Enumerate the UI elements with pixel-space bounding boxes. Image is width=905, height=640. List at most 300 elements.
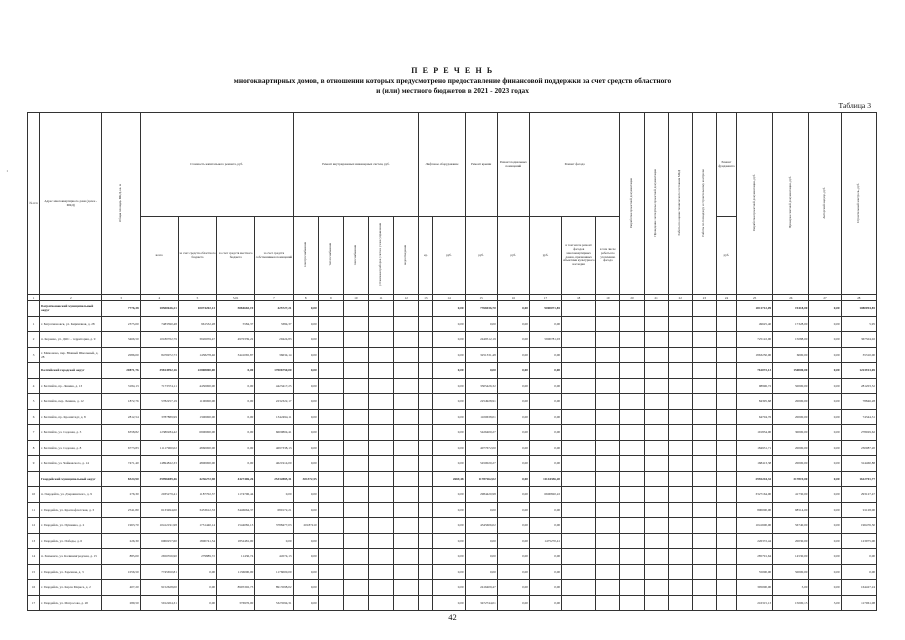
row-roof: 2254928,91 xyxy=(465,394,497,410)
row-c28: 367504,02 xyxy=(841,332,876,348)
row-c22 xyxy=(668,425,692,441)
column-number: 13 xyxy=(419,295,433,301)
header-roof-rub: руб. xyxy=(465,217,497,295)
header-c28: Строительный контроль, руб. xyxy=(841,113,876,295)
row-c25: 84395,68 xyxy=(737,394,773,410)
column-number: 4 xyxy=(140,295,178,301)
row-foundation xyxy=(716,580,736,596)
row-c22 xyxy=(668,316,692,332)
row-eng-heat xyxy=(318,394,343,410)
row-elevator-rub: 0,00 xyxy=(433,456,465,472)
row-elevator-units xyxy=(419,456,433,472)
row-foundation xyxy=(716,347,736,363)
row-facade-heritage xyxy=(562,456,596,472)
row-cost-local: 0,00 xyxy=(217,378,255,394)
row-eng-water xyxy=(394,580,419,596)
row-eng-power: 0,00 xyxy=(293,378,318,394)
row-facade-heritage xyxy=(562,487,596,503)
row-c27: 0,00 xyxy=(809,502,841,518)
row-eng-gas xyxy=(343,301,368,317)
row-c27: 0,00 xyxy=(809,378,841,394)
row-facade-heritage xyxy=(562,440,596,456)
row-roof: 0,00 xyxy=(465,316,497,332)
row-elevator-units xyxy=(419,487,433,503)
column-number: 20 xyxy=(620,295,644,301)
row-elevator-rub: 0,00 xyxy=(433,564,465,580)
row-c27: 0,00 xyxy=(809,316,841,332)
row-cost-regional: 1100000,00 xyxy=(178,394,216,410)
row-elevator-units xyxy=(419,595,433,611)
row-c22 xyxy=(668,347,692,363)
row-c26: 50000,00 xyxy=(773,564,809,580)
row-eng-power: 0,00 xyxy=(293,363,318,379)
row-c27: 0,00 xyxy=(809,409,841,425)
row-eng-heat xyxy=(318,595,343,611)
row-foundation xyxy=(716,378,736,394)
row-area: 1056,50 xyxy=(102,564,140,580)
row-elevator-rub: 0,00 xyxy=(433,595,465,611)
row-c21 xyxy=(644,456,668,472)
row-cost-total: 10412191,98 xyxy=(140,518,178,534)
row-elevator-rub: 0,00 xyxy=(433,363,465,379)
row-address: г. Гвардейск, ул. Заречная, д. 3 xyxy=(40,564,102,580)
row-c28: 196476,50 xyxy=(841,518,876,534)
row-number: 4 xyxy=(28,378,40,394)
row-eng-heat xyxy=(318,440,343,456)
row-cost-regional: 22808000,00 xyxy=(178,363,216,379)
margin-mark: · xyxy=(6,167,9,176)
row-cost-total: 2035279,41 xyxy=(140,487,178,503)
table-row xyxy=(28,564,877,580)
row-eng-heat xyxy=(318,487,343,503)
row-eng-heat xyxy=(318,564,343,580)
row-c20 xyxy=(620,471,644,487)
row-c28: 74344,31 xyxy=(841,409,876,425)
row-c28: 1080094,85 xyxy=(841,301,876,317)
row-eng-heat xyxy=(318,533,343,549)
row-eng-heat xyxy=(318,409,343,425)
row-cost-regional: 279889,72 xyxy=(178,549,216,565)
row-address: г. Гвардейск, ул. Пушкина, д. 2 xyxy=(40,518,102,534)
row-elevator-units xyxy=(419,564,433,580)
row-address: г. Гвардейск, ул. Победы, д. 6 xyxy=(40,533,102,549)
row-eng-gas xyxy=(343,533,368,549)
row-cost-local: 3446664,37 xyxy=(217,502,255,518)
row-c26: 41730,00 xyxy=(773,487,809,503)
row-eng-water xyxy=(394,502,419,518)
row-facade-heritage xyxy=(562,518,596,534)
column-number: 2 xyxy=(40,295,102,301)
row-cost-owners: 8913598,02 xyxy=(255,580,293,596)
row-eng-meters xyxy=(368,301,393,317)
row-c21 xyxy=(644,378,668,394)
row-facade: 11144356,20 xyxy=(529,471,561,487)
row-eng-water xyxy=(394,378,419,394)
table-label: Таблица 3 xyxy=(838,101,871,110)
row-c21 xyxy=(644,425,668,441)
header-c27: Авторский надзор, руб. xyxy=(809,113,841,295)
row-cost-total: 6133494,00 xyxy=(140,502,178,518)
table-row xyxy=(28,347,877,363)
row-eng-power: 0,00 xyxy=(293,347,318,363)
header-engineering-group: Ремонт внутридомовых инженерных систем, руб. xyxy=(293,113,419,217)
row-foundation xyxy=(716,409,736,425)
row-eng-heat xyxy=(318,316,343,332)
row-c28: 0,00 xyxy=(841,564,876,580)
row-c20 xyxy=(620,425,644,441)
row-eng-power: 20187410 xyxy=(293,518,318,534)
row-c25: 761072,13 xyxy=(737,363,773,379)
row-elevator-units xyxy=(419,347,433,363)
row-c20 xyxy=(620,316,644,332)
row-cost-local: 8905302,73 xyxy=(217,580,255,596)
row-c26: 19418,00 xyxy=(773,301,809,317)
row-elevator-rub: 0,00 xyxy=(433,347,465,363)
row-c27: 0,00 xyxy=(809,471,841,487)
table-group-row xyxy=(28,363,877,379)
row-elevator-rub: 0,00 xyxy=(433,378,465,394)
row-cost-regional: 1187702,37 xyxy=(178,487,216,503)
row-facade-heritage xyxy=(562,394,596,410)
row-foundation xyxy=(716,363,736,379)
row-facade-insulation xyxy=(596,487,620,503)
row-number: 1 xyxy=(28,316,40,332)
row-number: 11 xyxy=(28,502,40,518)
row-facade-insulation xyxy=(596,580,620,596)
row-eng-gas xyxy=(343,564,368,580)
row-foundation xyxy=(716,595,736,611)
row-address: г. Балтийск, пр. Ленина, д. 13 xyxy=(40,378,102,394)
row-facade-heritage xyxy=(562,378,596,394)
row-elevator-units xyxy=(419,316,433,332)
row-facade: 0,00 xyxy=(529,409,561,425)
row-cost-owners: 44574,13 xyxy=(255,549,293,565)
row-basement: 0,00 xyxy=(497,580,529,596)
row-c25: 184931,71 xyxy=(737,440,773,456)
header-eng-gas: газоснабжения xyxy=(343,217,368,295)
row-area: 289,50 xyxy=(102,595,140,611)
row-facade-insulation xyxy=(596,502,620,518)
row-c27: 0,00 xyxy=(809,580,841,596)
row-facade: 0,00 xyxy=(529,394,561,410)
row-foundation xyxy=(716,440,736,456)
row-facade-heritage xyxy=(562,549,596,565)
row-eng-gas xyxy=(343,347,368,363)
row-roof: 4345606,02 xyxy=(465,518,497,534)
table-row xyxy=(28,456,877,472)
header-c23: Работы по технадзору и строительному контролю xyxy=(692,113,716,295)
row-basement: 0,00 xyxy=(497,316,529,332)
row-c26: 20000,00 xyxy=(773,394,809,410)
table-row xyxy=(28,580,877,596)
row-eng-power: 0,00 xyxy=(293,595,318,611)
row-basement: 0,00 xyxy=(497,502,529,518)
row-c23 xyxy=(692,595,716,611)
row-area: 2812,54 xyxy=(102,409,140,425)
table-row xyxy=(28,502,877,518)
row-eng-meters xyxy=(368,394,393,410)
row-eng-power: 0,00 xyxy=(293,316,318,332)
column-number: 27 xyxy=(809,295,841,301)
financing-table xyxy=(27,112,877,611)
row-eng-gas xyxy=(343,487,368,503)
row-cost-local: 1174706,44 xyxy=(217,487,255,503)
row-eng-power: 0,00 xyxy=(293,409,318,425)
row-eng-power: 0,00 xyxy=(293,487,318,503)
header-cost-regional: за счет средств областного бюджета xyxy=(178,217,216,295)
row-c25: 2011712,09 xyxy=(737,301,773,317)
row-c23 xyxy=(692,394,716,410)
header-c25: Разработка проектной документации, руб. xyxy=(737,113,773,295)
row-elevator-units xyxy=(419,518,433,534)
row-basement: 0,00 xyxy=(497,409,529,425)
header-row-top xyxy=(28,113,877,217)
row-cost-total: 2650356,90 xyxy=(140,549,178,565)
row-c20 xyxy=(620,409,644,425)
row-basement: 0,00 xyxy=(497,487,529,503)
row-basement: 0,00 xyxy=(497,456,529,472)
row-eng-power: 301372,55 xyxy=(293,471,318,487)
row-cost-total: 7483390,48 xyxy=(140,316,178,332)
row-elevator-units xyxy=(419,502,433,518)
row-eng-meters xyxy=(368,580,393,596)
row-basement: 0,00 xyxy=(497,332,529,348)
row-eng-meters xyxy=(368,595,393,611)
row-c23 xyxy=(692,564,716,580)
row-c22 xyxy=(668,332,692,348)
row-elevator-rub: 0,00 xyxy=(433,549,465,565)
row-c23 xyxy=(692,502,716,518)
row-eng-meters xyxy=(368,487,393,503)
row-eng-power: 0,00 xyxy=(293,502,318,518)
row-c20 xyxy=(620,502,644,518)
column-number: 23 xyxy=(692,295,716,301)
row-c25: 3327164,00 xyxy=(737,487,773,503)
row-c21 xyxy=(644,332,668,348)
row-c22 xyxy=(668,595,692,611)
row-number: 7 xyxy=(28,425,40,441)
row-elevator-units xyxy=(419,394,433,410)
row-number: 2 xyxy=(28,332,40,348)
row-eng-gas xyxy=(343,595,368,611)
row-c28: 230087,20 xyxy=(841,440,876,456)
row-c28: 293127,47 xyxy=(841,487,876,503)
row-roof: 3472744,01 xyxy=(465,595,497,611)
row-elevator-rub: 0,00 xyxy=(433,533,465,549)
row-eng-meters xyxy=(368,332,393,348)
row-facade-heritage xyxy=(562,471,596,487)
row-basement: 0,00 xyxy=(497,394,529,410)
row-c20 xyxy=(620,347,644,363)
row-facade: 0,00 xyxy=(529,564,561,580)
row-elevator-units xyxy=(419,409,433,425)
row-c28: 117061,08 xyxy=(841,595,876,611)
row-eng-gas xyxy=(343,518,368,534)
row-c20 xyxy=(620,487,644,503)
row-c26: 14530,00 xyxy=(773,549,809,565)
row-eng-water xyxy=(394,456,419,472)
row-number: 16 xyxy=(28,580,40,596)
row-c23 xyxy=(692,378,716,394)
column-number: 3 xyxy=(102,295,140,301)
row-cost-regional: 3926059,47 xyxy=(178,332,216,348)
row-cost-total: 8476972,73 xyxy=(140,347,178,363)
row-eng-power: 0,00 xyxy=(293,301,318,317)
row-cost-owners: 0,00 xyxy=(255,533,293,549)
financing-table-wrapper xyxy=(27,112,877,611)
row-c20 xyxy=(620,518,644,534)
header-elevator-rub: руб. xyxy=(433,217,465,295)
row-eng-meters xyxy=(368,564,393,580)
row-c25: 64704,76 xyxy=(737,409,773,425)
row-foundation xyxy=(716,487,736,503)
row-eng-gas xyxy=(343,549,368,565)
row-basement: 0,00 xyxy=(497,425,529,441)
row-roof: 0,00 xyxy=(465,533,497,549)
row-eng-power: 0,00 xyxy=(293,533,318,549)
row-foundation xyxy=(716,549,736,565)
row-eng-water xyxy=(394,425,419,441)
title-line-1: П Е Р Е Ч Е Н Ь xyxy=(411,66,494,75)
row-c28: 5,95 xyxy=(841,316,876,332)
header-facade-heritage: в том числе ремонт фасадов многоквартирных домов, признанных объектами культурного наследия xyxy=(562,217,596,295)
row-number: 13 xyxy=(28,533,40,549)
row-facade: 0,00 xyxy=(529,456,561,472)
row-facade-heritage xyxy=(562,425,596,441)
row-facade-insulation xyxy=(596,518,620,534)
row-cost-regional: 10074202,13 xyxy=(178,301,216,317)
row-c28: 281203,52 xyxy=(841,378,876,394)
row-c26: 3,00 xyxy=(773,580,809,596)
row-elevator-units xyxy=(419,301,433,317)
row-cost-regional: 1458278,46 xyxy=(178,347,216,363)
column-number: 5 xyxy=(178,295,216,301)
row-facade-heritage xyxy=(562,580,596,596)
row-area: 6358,82 xyxy=(102,425,140,441)
table-row xyxy=(28,378,877,394)
row-c21 xyxy=(644,440,668,456)
row-c21 xyxy=(644,580,668,596)
row-foundation xyxy=(716,502,736,518)
table-row xyxy=(28,425,877,441)
row-eng-gas xyxy=(343,378,368,394)
row-eng-water xyxy=(394,471,419,487)
row-c20 xyxy=(620,580,644,596)
row-c26: 15088,00 xyxy=(773,332,809,348)
row-cost-local: 1136000,00 xyxy=(217,564,255,580)
row-cost-local: 5584,37 xyxy=(217,316,255,332)
row-c25: 395000,00 xyxy=(737,580,773,596)
row-foundation xyxy=(716,518,736,534)
row-c20 xyxy=(620,363,644,379)
row-area: 407,20 xyxy=(102,580,140,596)
row-c22 xyxy=(668,363,692,379)
row-c27: 0,00 xyxy=(809,301,841,317)
row-eng-heat xyxy=(318,347,343,363)
row-basement: 0,00 xyxy=(497,347,529,363)
header-foundation: Ремонт фундамента xyxy=(716,113,736,217)
row-c27: 3,00 xyxy=(809,595,841,611)
row-roof: 11787262,02 xyxy=(465,471,497,487)
row-c23 xyxy=(692,549,716,565)
row-address: Балтийский городской округ xyxy=(40,363,102,379)
row-eng-water xyxy=(394,363,419,379)
table-row xyxy=(28,440,877,456)
row-c22 xyxy=(668,409,692,425)
row-c22 xyxy=(668,456,692,472)
row-c22 xyxy=(668,471,692,487)
row-number: 9 xyxy=(28,456,40,472)
column-number: 11 xyxy=(368,295,393,301)
row-cost-local: 376976,00 xyxy=(217,595,255,611)
table-row xyxy=(28,595,877,611)
row-facade: 5900781,03 xyxy=(529,332,561,348)
row-eng-gas xyxy=(343,580,368,596)
row-cost-owners: 4621914,00 xyxy=(255,456,293,472)
row-cost-total: 5912264,31 xyxy=(140,595,178,611)
row-eng-meters xyxy=(368,378,393,394)
row-eng-water xyxy=(394,301,419,317)
row-c21 xyxy=(644,409,668,425)
row-address: г. Гвардейск, ул. Матросова, д. 20 xyxy=(40,595,102,611)
row-c21 xyxy=(644,316,668,332)
row-eng-heat xyxy=(318,502,343,518)
row-elevator-rub: 0,00 xyxy=(433,487,465,503)
row-eng-gas xyxy=(343,332,368,348)
header-eng-heat: теплоснабжения xyxy=(318,217,343,295)
row-cost-total: 11117960,02 xyxy=(140,440,178,456)
row-area: 2086,00 xyxy=(102,347,140,363)
row-cost-total: 9152628,00 xyxy=(140,580,178,596)
row-facade: 1475270,41 xyxy=(529,533,561,549)
row-c20 xyxy=(620,332,644,348)
row-facade-insulation xyxy=(596,564,620,580)
header-cost-group: Стоимость капитального ремонта, руб. xyxy=(140,113,293,217)
row-eng-heat xyxy=(318,332,343,348)
row-c22 xyxy=(668,580,692,596)
row-c23 xyxy=(692,316,716,332)
row-c25: 2992244,32 xyxy=(737,471,773,487)
row-roof: 2984420,98 xyxy=(465,487,497,503)
row-basement: 0,00 xyxy=(497,595,529,611)
row-cost-owners: 4423417,25 xyxy=(255,378,293,394)
row-cost-total: 10180702,79 xyxy=(140,332,178,348)
column-number: 17 xyxy=(529,295,561,301)
row-c25: 216315,13 xyxy=(737,595,773,611)
row-elevator-rub: 0,00 xyxy=(433,580,465,596)
row-c27: 0,00 xyxy=(809,440,841,456)
row-address: Багратионовский муниципальный округ xyxy=(40,301,102,317)
table-row xyxy=(28,487,877,503)
row-area: 3184,13 xyxy=(102,378,140,394)
row-c26: 56740,00 xyxy=(773,518,809,534)
row-eng-gas xyxy=(343,440,368,456)
row-c25: 800000,00 xyxy=(737,502,773,518)
row-c20 xyxy=(620,549,644,565)
row-elevator-units xyxy=(419,471,433,487)
row-c23 xyxy=(692,456,716,472)
table-row xyxy=(28,316,877,332)
row-c21 xyxy=(644,564,668,580)
row-cost-owners: 36634,14 xyxy=(255,347,293,363)
row-roof: 3251331,48 xyxy=(465,347,497,363)
table-group-row xyxy=(28,471,877,487)
row-eng-power: 0,00 xyxy=(293,549,318,565)
column-number: 8 xyxy=(293,295,318,301)
row-c26: 50000,00 xyxy=(773,378,809,394)
row-cost-regional: 0,00 xyxy=(178,595,216,611)
row-c20 xyxy=(620,595,644,611)
